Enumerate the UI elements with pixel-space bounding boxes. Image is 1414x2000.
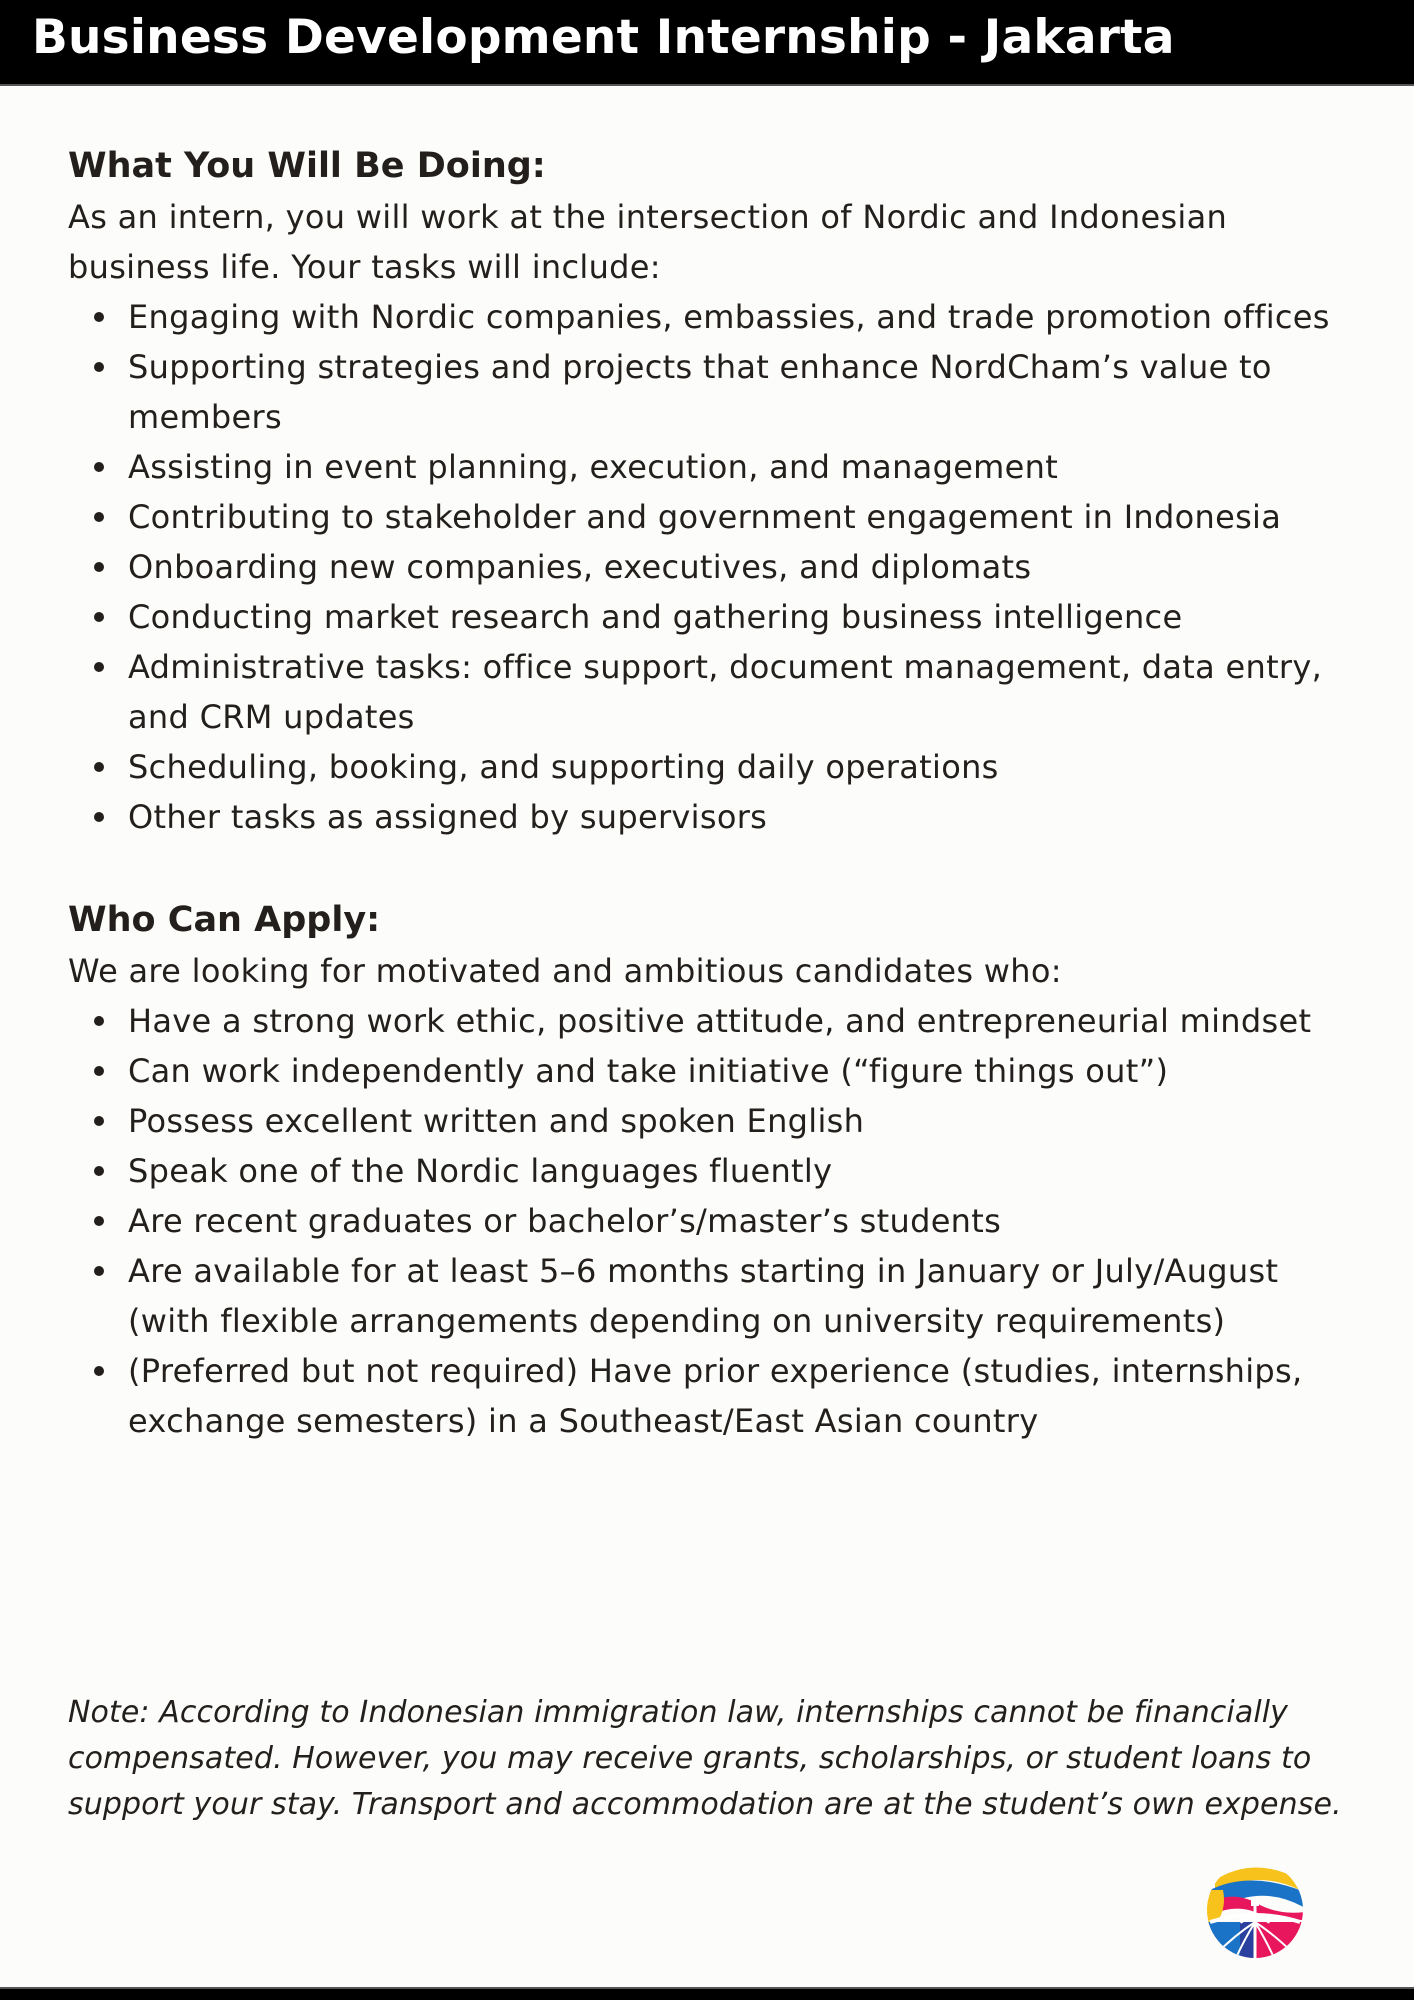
bullet-icon xyxy=(94,462,104,472)
list-item-text: Scheduling, booking, and supporting daily operations xyxy=(128,748,999,786)
list-item-text: Other tasks as assigned by supervisors xyxy=(128,798,768,836)
main-content xyxy=(68,140,1358,1446)
immigration-note: Note: According to Indonesian immigration law, internships cannot be financially compensated. However, you may receive grants, scholarships, or student loans to support your stay. Transport and accommodation are at the student’s own expense. xyxy=(68,1695,1342,1822)
section-heading: What You Will Be Doing: xyxy=(68,146,546,186)
bullet-icon xyxy=(94,1166,104,1176)
list-item xyxy=(68,542,1358,592)
bullet-icon xyxy=(94,762,104,772)
list-item-text: Supporting strategies and projects that enhance NordCham’s value to members xyxy=(128,348,1272,436)
list-item xyxy=(68,1346,1358,1446)
list-item-text: Possess excellent written and spoken English xyxy=(128,1102,865,1140)
section-intro: We are looking for motivated and ambitious candidates who: xyxy=(68,952,1062,990)
list-item-text: Onboarding new companies, executives, and diplomats xyxy=(128,548,1032,586)
list-item xyxy=(68,1096,1358,1146)
list-item xyxy=(68,1246,1358,1346)
section-what-you-will-be-doing xyxy=(68,140,1358,842)
section-intro: As an intern, you will work at the intersection of Nordic and Indonesian business life. Your tasks will include: xyxy=(68,198,1228,286)
section-who-can-apply xyxy=(68,894,1358,1446)
list-item-text: Administrative tasks: office support, document management, data entry, and CRM updates xyxy=(128,648,1323,736)
bullet-icon xyxy=(94,562,104,572)
list-item-text: Contributing to stakeholder and government engagement in Indonesia xyxy=(128,498,1282,536)
bullet-icon xyxy=(94,612,104,622)
requirements-list xyxy=(68,996,1358,1446)
list-item-text: Can work independently and take initiative (“figure things out”) xyxy=(128,1052,1169,1090)
list-item-text: (Preferred but not required) Have prior experience (studies, internships, exchange semesters) in a Southeast/East Asian country xyxy=(128,1352,1303,1440)
list-item xyxy=(68,996,1358,1046)
list-item xyxy=(68,342,1358,442)
bullet-icon xyxy=(94,362,104,372)
bullet-icon xyxy=(94,812,104,822)
list-item xyxy=(68,292,1358,342)
list-item xyxy=(68,1196,1358,1246)
list-item-text: Are recent graduates or bachelor’s/master’s students xyxy=(128,1202,1002,1240)
page-title: Business Development Internship - Jakarta xyxy=(32,10,1175,65)
list-item-text: Engaging with Nordic companies, embassies, and trade promotion offices xyxy=(128,298,1330,336)
title-bar xyxy=(0,0,1414,86)
bullet-icon xyxy=(94,512,104,522)
list-item xyxy=(68,1046,1358,1096)
nordcham-logo-icon xyxy=(1205,1860,1305,1960)
bullet-icon xyxy=(94,1116,104,1126)
list-item xyxy=(68,442,1358,492)
bullet-icon xyxy=(94,1266,104,1276)
list-item xyxy=(68,792,1358,842)
list-item-text: Have a strong work ethic, positive attitude, and entrepreneurial mindset xyxy=(128,1002,1312,1040)
list-item xyxy=(68,742,1358,792)
list-item xyxy=(68,492,1358,542)
section-heading: Who Can Apply: xyxy=(68,900,381,940)
bullet-icon xyxy=(94,1216,104,1226)
list-item xyxy=(68,592,1358,642)
bullet-icon xyxy=(94,312,104,322)
bullet-icon xyxy=(94,1016,104,1026)
list-item-text: Conducting market research and gathering business intelligence xyxy=(128,598,1183,636)
footer-bar xyxy=(0,1987,1414,2000)
bullet-icon xyxy=(94,1066,104,1076)
logo-graphic xyxy=(1205,1860,1305,1960)
list-item xyxy=(68,1146,1358,1196)
list-item-text: Speak one of the Nordic languages fluently xyxy=(128,1152,833,1190)
list-item-text: Assisting in event planning, execution, and management xyxy=(128,448,1059,486)
bullet-icon xyxy=(94,1366,104,1376)
list-item-text: Are available for at least 5–6 months starting in January or July/August (with flexible arrangements depending on university requirements) xyxy=(128,1252,1279,1340)
task-list xyxy=(68,292,1358,842)
bullet-icon xyxy=(94,662,104,672)
list-item xyxy=(68,642,1358,742)
